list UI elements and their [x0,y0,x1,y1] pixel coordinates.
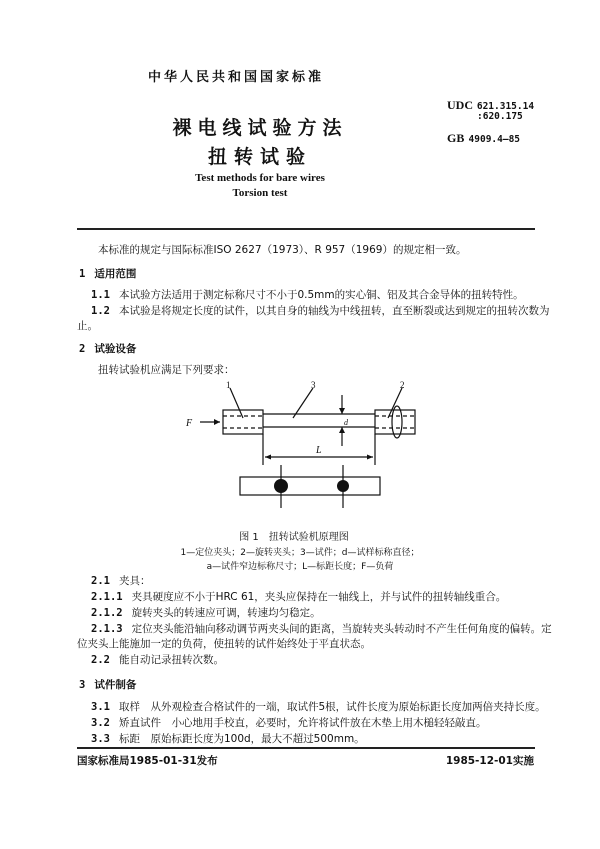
clause-1-2-continuation: 止。 [77,320,98,332]
section-2-lead: 扭转试验机应满足下列要求： [98,364,235,376]
clause-2-1-1: 2.1.1 夹具硬度应不小于HRC 61，夹头应保持在一轴线上，并与试件的扭转轴线重合。 [91,591,507,603]
english-subtitle: Torsion test [232,187,288,199]
udc-label: UDC [447,98,473,112]
rotating-clamp [375,410,415,434]
label-specimen: 3 [311,380,316,390]
udc-number: 621.315.14 [476,101,535,112]
gb-number: 4909.4—85 [468,134,521,145]
figure-caption: 图 1 扭转试验机原理图 [239,532,349,543]
english-title: Test methods for bare wires [195,172,325,184]
clause-1-1: 1.1 本试验方法适用于测定标称尺寸不小于0.5mm的实心铜、铝及其合金导体的扭转特性。 [91,289,524,301]
header-divider [77,228,535,230]
figure-legend-line1: 1—定位夹头；2—旋转夹头；3—试件；d—试样标称直径； [180,548,420,558]
intro-paragraph: 本标准的规定与国际标准ISO 2627（1973）、R 957（1969）的规定相一致。 [98,244,467,256]
clause-2-1-3-continuation: 位夹头上能施加一定的负荷，使扭转的试件始终处于平直状态。 [77,638,371,650]
clause-2-1-2: 2.1.2 旋转夹头的转速应可调，转速均匀稳定。 [91,607,321,619]
clause-2-2: 2.2 能自动记录扭转次数。 [91,654,224,666]
issue-date: 国家标准局1985-01-31发布 [77,755,218,767]
label-fixed-clamp: 1 [226,380,231,390]
clause-2-1: 2.1 夹具： [91,575,151,587]
label-rotating-clamp: 2 [400,380,405,390]
effective-date: 1985-12-01实施 [445,755,534,767]
section-1-heading: 1 适用范围 [79,268,137,280]
clause-3-3: 3.3 标距 原始标距长度为100d，最大不超过500mm。 [91,733,365,745]
label-force: F [186,418,193,429]
gb-label: GB [447,131,465,145]
udc-number-line2: :620.175 [477,111,523,122]
clause-2-1-3: 2.1.3 定位夹头能沿轴向移动调节两夹头间的距离，当旋转夹头转动时不产生任何角度的偏转。定 [91,623,552,635]
label-diameter: d [344,418,348,427]
figure-legend-line2: a—试件窄边标称尺寸；L—标距长度；F—负荷 [206,562,394,572]
clause-3-1: 3.1 取样 从外观检查合格试件的一端，取试件5根，试件长度为原始标距长度加两倍夹持长度。 [91,701,546,713]
label-length: L [316,445,322,456]
section-2-heading: 2 试验设备 [79,343,137,355]
clause-3-2: 3.2 矫直试件 小心地用手校直，必要时，允许将试件放在木垫上用木槌轻轻敲直。 [91,717,487,729]
issuing-country-standard: 中华人民共和国国家标准 [148,70,325,85]
gb-standard-number [447,131,520,146]
clause-1-2: 1.2 本试验是将规定长度的试件，以其自身的轴线为中线扭转，直至断裂或达到规定的扭转次数为 [91,305,550,317]
cross-section-flat [337,480,349,492]
fixed-clamp [223,410,263,434]
footer-divider [77,747,535,749]
document-subtitle: 扭转试验 [207,146,312,168]
udc-code [447,100,534,122]
torsion-machine-diagram [180,380,420,530]
section-3-heading: 3 试件制备 [79,679,137,691]
cross-section-round [274,479,288,493]
document-title: 裸电线试验方法 [172,117,348,139]
